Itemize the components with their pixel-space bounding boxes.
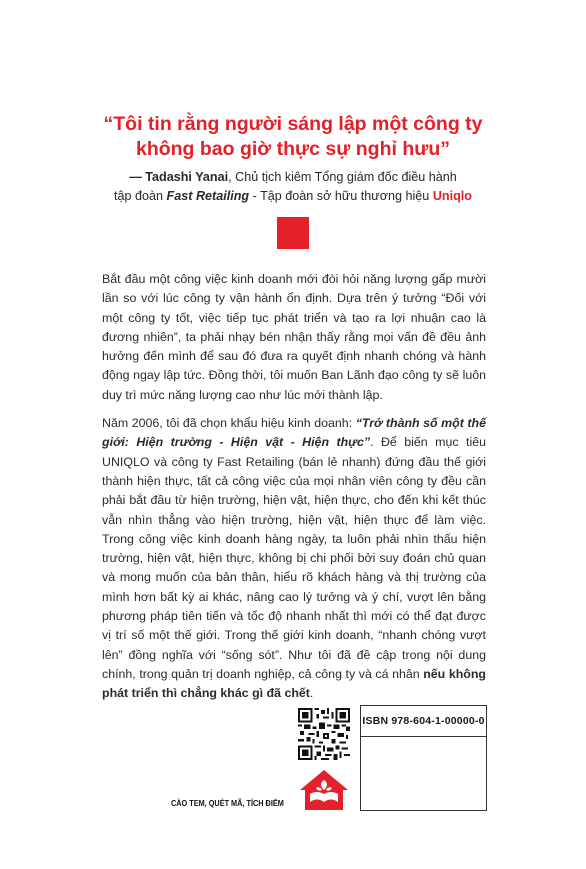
red-square-ornament: [277, 217, 309, 249]
company-name: Fast Retailing: [166, 189, 250, 203]
publisher-house-logo-icon: [296, 768, 352, 812]
paragraph-2-rest: . Để biến mục tiêu UNIQLO và công ty Fast Retailing (bán lẻ nhanh) đứng đầu thế giới thành hiện thực, tất cả công việc của mọi nhân viên công ty đều cần phải bắt đầu từ hiện trường, hiện vật, hiện thực, cho đến khi kết thúc vẫn nhìn thẳng vào hiện trường, hiện vật, hiện thực để làm việc. Trong công việc kinh doanh hàng ngày, ta luôn phải nhìn thấu hiện trường, hiện vật, hiện thực, không bị chi phối bởi suy đoán chủ quan và mong muốn của bản thân, hiểu rõ khách hàng và thị trường của mình hơn bất kỳ ai khác, nâng cao lý tưởng và ý chí, vượt lên bằng phương pháp tiên tiến và tốc độ nhanh nhất thì mới có thể đạt được vị trí số một thế giới. Trong thế giới kinh doanh, “nhanh chóng vượt lên” đồng nghĩa với “sống sót”. Như tôi đã đề cập trong nội dung chính, trong quản trị doanh nghiệp, cả công ty và cá nhân: [102, 435, 486, 681]
paragraph-1: Bắt đầu một công việc kinh doanh mới đòi hỏi năng lượng gấp mười lần so với lúc công ty vận hành ổn định. Dựa trên ý tưởng “Đối với một công ty tốt, việc tiếp tục phát triển và tạo ra lợi nhuận cao là đương nhiên”, ta phải nhạy bén nhận thấy rằng mọi vấn đề đều ảnh hưởng đến mình để sau đó đưa ra quyết định nhanh chóng và hành động ngay lập tức. Đồng thời, tôi muốn Ban Lãnh đạo công ty sẽ luôn duy trì mức năng lượng cao như lúc mới thành lập.: [102, 272, 486, 402]
quote-line-2: không bao giờ thực sự nghỉ hưu”: [135, 138, 451, 160]
pull-quote: [0, 112, 586, 162]
attribution-line2-prefix: tập đoàn: [114, 189, 167, 203]
paragraph-2-intro: Năm 2006, tôi đã chọn khẩu hiệu kinh doanh:: [102, 416, 356, 431]
qr-code-icon[interactable]: [298, 708, 350, 760]
body-text: [102, 270, 486, 713]
quote-block: [0, 112, 586, 206]
isbn-barcode-box: [360, 705, 487, 811]
quote-line-1: “Tôi tin rằng người sáng lập một công ty: [103, 113, 483, 135]
quote-attribution: [0, 168, 586, 206]
paragraph-2: [102, 414, 486, 703]
scan-caption: CÀO TEM, QUÉT MÃ, TÍCH ĐIỂM: [171, 798, 284, 808]
author-role: , Chủ tịch kiêm Tổng giám đốc điều hành: [228, 170, 457, 184]
paragraph-2-slogan: “Trở thành số một thế giới: Hiện trường - Hiện vật - Hiện thực”: [102, 416, 487, 450]
attribution-line2-middle: - Tập đoàn sở hữu thương hiệu: [249, 189, 433, 203]
attribution-dash: —: [129, 170, 146, 184]
isbn-number: ISBN 978-604-1-00000-0: [361, 706, 486, 737]
paragraph-2-period: .: [309, 686, 314, 701]
paragraph-2-bold-end: nếu không phát triển thì chẳng khác gì đã chết: [102, 666, 486, 701]
author-name: Tadashi Yanai: [145, 170, 229, 184]
brand-name: Uniqlo: [432, 189, 472, 203]
